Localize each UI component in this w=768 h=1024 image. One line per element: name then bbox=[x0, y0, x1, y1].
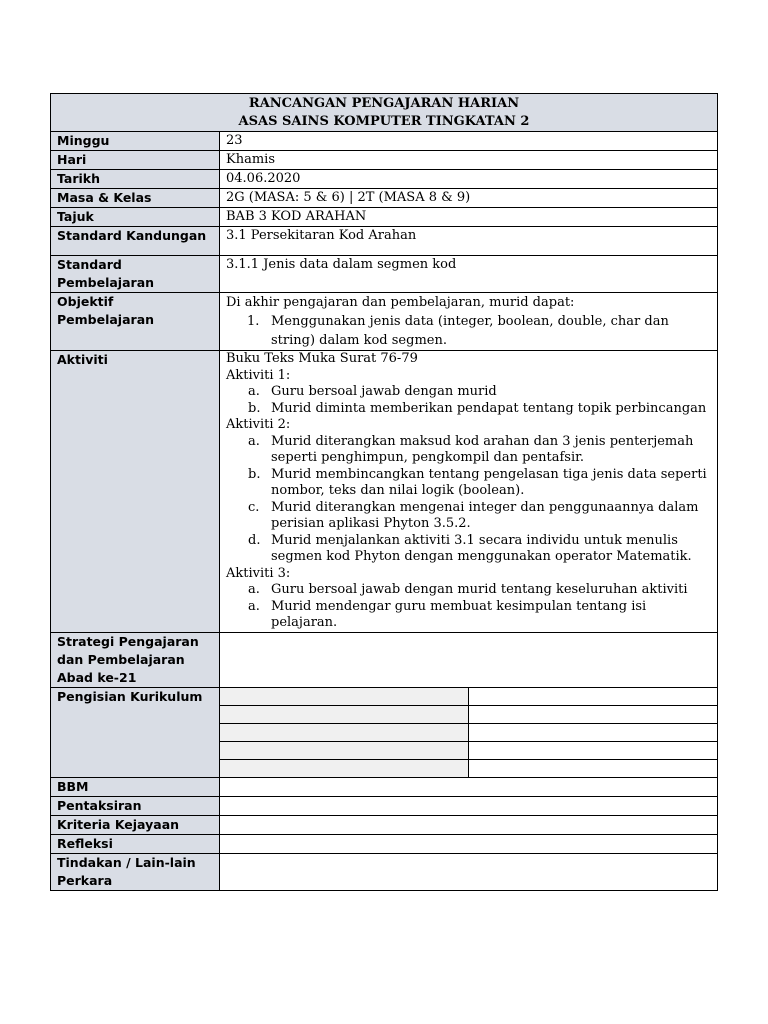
list-marker: d. bbox=[248, 532, 261, 548]
title-line-2: ASAS SAINS KOMPUTER TINGKATAN 2 bbox=[238, 114, 530, 129]
grid-row bbox=[220, 723, 717, 741]
list-item bbox=[226, 582, 711, 599]
grid-cell bbox=[469, 741, 718, 759]
pengisian-grid bbox=[220, 688, 717, 777]
list-item bbox=[226, 312, 711, 350]
grid-cell bbox=[220, 741, 469, 759]
value-objektif bbox=[220, 293, 718, 351]
value-refleksi bbox=[220, 834, 718, 853]
aktiviti-2-title: Aktiviti 2: bbox=[226, 417, 291, 432]
objektif-intro: Di akhir pengajaran dan pembelajaran, murid dapat: bbox=[226, 295, 575, 310]
aktiviti-1-title: Aktiviti 1: bbox=[226, 367, 291, 383]
header-row bbox=[51, 94, 718, 132]
list-item-text: Guru bersoal jawab dengan murid tentang keseluruhan aktiviti bbox=[271, 582, 688, 597]
label-hari: Hari bbox=[51, 151, 220, 170]
value-minggu: 23 bbox=[220, 132, 718, 151]
row-masa-kelas bbox=[51, 189, 718, 208]
list-item-text: Guru bersoal jawab dengan murid bbox=[271, 384, 497, 399]
list-marker: b. bbox=[248, 466, 261, 482]
list-item bbox=[226, 384, 711, 401]
label-kriteria-kejayaan: Kriteria Kejayaan bbox=[51, 815, 220, 834]
label-tarikh: Tarikh bbox=[51, 170, 220, 189]
list-marker: c. bbox=[248, 499, 260, 515]
grid-cell bbox=[469, 705, 718, 723]
value-bbm bbox=[220, 777, 718, 796]
grid-cell bbox=[469, 688, 718, 706]
grid-row bbox=[220, 759, 717, 777]
value-masa-kelas: 2G (MASA: 5 & 6) | 2T (MASA 8 & 9) bbox=[220, 189, 718, 208]
list-item bbox=[226, 533, 711, 566]
aktiviti-3-list bbox=[226, 582, 711, 632]
row-standard-pembelajaran bbox=[51, 256, 718, 293]
label-pentaksiran: Pentaksiran bbox=[51, 796, 220, 815]
list-marker: b. bbox=[248, 400, 261, 416]
row-tindakan bbox=[51, 853, 718, 890]
aktiviti-3-title: Aktiviti 3: bbox=[226, 565, 291, 581]
list-item bbox=[226, 401, 711, 418]
value-kriteria-kejayaan bbox=[220, 815, 718, 834]
value-tajuk: BAB 3 KOD ARAHAN bbox=[220, 208, 718, 227]
label-tindakan: Tindakan / Lain-lain Perkara bbox=[51, 853, 220, 890]
label-standard-pembelajaran: Standard Pembelajaran bbox=[51, 256, 220, 293]
grid-row bbox=[220, 741, 717, 759]
grid-cell bbox=[220, 759, 469, 777]
list-item-text: Murid menjalankan aktiviti 3.1 secara individu untuk menulis segmen kod Phyton dengan menggunakan operator Matematik. bbox=[271, 532, 692, 564]
value-pengisian-kurikulum bbox=[220, 687, 718, 777]
list-item-text: Murid mendengar guru membuat kesimpulan tentang isi pelajaran. bbox=[271, 598, 647, 630]
list-item-text: Murid diterangkan mengenai integer dan penggunaannya dalam perisian aplikasi Phyton 3.5.2. bbox=[271, 499, 699, 531]
row-refleksi bbox=[51, 834, 718, 853]
grid-cell bbox=[220, 723, 469, 741]
list-marker: 1. bbox=[247, 314, 260, 329]
list-item-text: Murid diterangkan maksud kod arahan dan 3 jenis penterjemah seperti penghimpun, pengkompil dan pentafsir. bbox=[271, 433, 694, 465]
list-marker: a. bbox=[248, 598, 260, 614]
grid-row bbox=[220, 705, 717, 723]
aktiviti-2-list bbox=[226, 434, 711, 566]
list-item-text: Murid membincangkan tentang pengelasan tiga jenis data seperti nombor, teks dan nilai logik (boolean). bbox=[271, 466, 707, 498]
row-objektif bbox=[51, 293, 718, 351]
label-bbm: BBM bbox=[51, 777, 220, 796]
list-marker: a. bbox=[248, 582, 260, 597]
value-tindakan bbox=[220, 853, 718, 890]
list-item bbox=[226, 434, 711, 467]
objektif-list bbox=[226, 312, 711, 350]
list-item-text: Menggunakan jenis data (integer, boolean, double, char dan string) dalam kod segmen. bbox=[271, 314, 669, 348]
row-pentaksiran bbox=[51, 796, 718, 815]
document-title bbox=[51, 94, 718, 132]
label-objektif: Objektif Pembelajaran bbox=[51, 293, 220, 351]
value-standard-pembelajaran: 3.1.1 Jenis data dalam segmen kod bbox=[220, 256, 718, 293]
value-pentaksiran bbox=[220, 796, 718, 815]
value-standard-kandungan: 3.1 Persekitaran Kod Arahan bbox=[220, 227, 718, 256]
label-tajuk: Tajuk bbox=[51, 208, 220, 227]
row-bbm bbox=[51, 777, 718, 796]
label-aktiviti: Aktiviti bbox=[51, 351, 220, 633]
title-line-1: RANCANGAN PENGAJARAN HARIAN bbox=[248, 96, 520, 111]
list-item bbox=[226, 467, 711, 500]
grid-cell bbox=[220, 688, 469, 706]
grid-cell bbox=[469, 759, 718, 777]
row-standard-kandungan bbox=[51, 227, 718, 256]
grid-row bbox=[220, 688, 717, 706]
list-marker: a. bbox=[248, 384, 260, 399]
value-hari: Khamis bbox=[220, 151, 718, 170]
row-aktiviti bbox=[51, 351, 718, 633]
list-item bbox=[226, 500, 711, 533]
row-tajuk bbox=[51, 208, 718, 227]
label-minggu: Minggu bbox=[51, 132, 220, 151]
label-pengisian-kurikulum: Pengisian Kurikulum bbox=[51, 687, 220, 777]
label-standard-kandungan: Standard Kandungan bbox=[51, 227, 220, 256]
row-tarikh bbox=[51, 170, 718, 189]
row-minggu bbox=[51, 132, 718, 151]
value-aktiviti bbox=[220, 351, 718, 633]
grid-cell bbox=[469, 723, 718, 741]
label-masa-kelas: Masa & Kelas bbox=[51, 189, 220, 208]
list-item-text: Murid diminta memberikan pendapat tentang topik perbincangan bbox=[271, 400, 707, 416]
list-item bbox=[226, 599, 711, 632]
label-refleksi: Refleksi bbox=[51, 834, 220, 853]
value-tarikh: 04.06.2020 bbox=[220, 170, 718, 189]
label-strategi: Strategi Pengajaran dan Pembelajaran Abad ke-21 bbox=[51, 632, 220, 687]
value-strategi bbox=[220, 632, 718, 687]
aktiviti-1-list bbox=[226, 384, 711, 417]
row-hari bbox=[51, 151, 718, 170]
lesson-plan-table bbox=[50, 93, 718, 891]
grid-cell bbox=[220, 705, 469, 723]
row-strategi bbox=[51, 632, 718, 687]
list-marker: a. bbox=[248, 433, 260, 449]
row-kriteria-kejayaan bbox=[51, 815, 718, 834]
aktiviti-book-reference: Buku Teks Muka Surat 76-79 bbox=[226, 351, 418, 366]
row-pengisian-kurikulum bbox=[51, 687, 718, 777]
